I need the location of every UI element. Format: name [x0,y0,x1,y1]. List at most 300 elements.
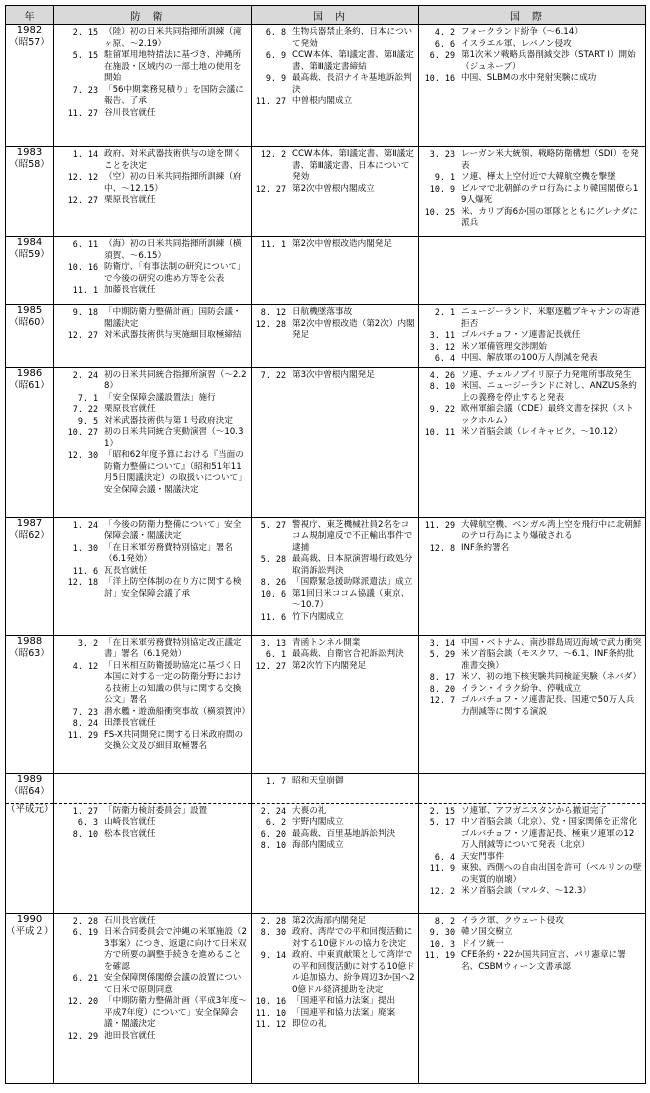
entry-text: 日米合同委員会で沖縄の米軍施設（23事案）につき、返還に向けて日米双方で所要の調整手続きを進めることを確認 [104,927,247,972]
entry-text: 青函トンネル開業 [292,637,361,648]
entry-date: 12. 29 [67,1030,98,1041]
international-entry [419,381,645,404]
international-entry [419,695,645,718]
entry-date: 7. 1 [77,392,98,403]
international-entry [419,50,645,73]
entry-date: 11. 12 [255,1019,286,1029]
entry-text: ニュージーランド、米駆逐艦ブキャナンの寄港拒否 [461,307,640,329]
defense-entry [54,661,251,707]
entry-date: 6. 4 [434,353,455,363]
year-row [6,305,646,368]
entry-date: 1. 27 [72,805,98,816]
entry-date: 6. 19 [72,927,98,937]
entry-text: 宇野内閣成立 [292,817,344,827]
entry-text: 「56中期業務見積り」を国防会議に報告、了承 [104,84,244,106]
entry-text: 米ソ首脳会談（モスクワ、～6.1、INF条約批准書交換） [461,649,634,671]
entry-text: 「中期防衛力整備計画」国防会議・閣議決定 [104,307,242,329]
entry-date: 2. 1 [434,307,455,317]
entry-date: 4. 2 [434,27,455,37]
entry-date: 11. 27 [255,96,286,106]
defense-entry [54,730,251,753]
entry-date: 6. 6 [434,38,455,49]
defense-entry [54,718,251,730]
domestic-entry [252,307,418,319]
chronology-table [5,5,646,1084]
entry-date: 10. 11 [424,427,455,437]
entry-date: 12. 2 [260,149,286,159]
entry-text: 米ソ、初の地下核実験共同検証実験（ネバダ） [461,672,642,682]
entry-text: レーガン米大統領、戦略防衛構想（SDI）を発表 [461,149,639,171]
international-entry [419,950,645,973]
international-entry [419,184,645,207]
entry-date: 4. 26 [429,369,455,380]
year-row [6,25,646,147]
entry-text: 政府、湾岸での平和回復活動に対する10億ドルの協力を決定 [292,927,413,949]
defense-entry [54,566,251,578]
entry-date: 12. 2 [429,886,455,896]
entry-text: INF条約署名 [461,542,510,553]
entry-text: ソ連、樺太上空付近で大韓航空機を撃墜 [461,172,616,182]
defense-entry [54,285,251,297]
year-cell [6,635,54,773]
year-cell [6,517,54,635]
domestic-entry [252,927,418,950]
international-entry [419,863,645,886]
international-entry [419,916,645,928]
defense-entry [54,520,251,543]
year-cell [6,25,54,147]
entry-text: 初の日米共同統合実動演習（～10.31） [104,427,244,449]
entry-text: 中国、解放軍の100万人削減を発表 [461,353,598,363]
entry-date: 2. 24 [72,369,98,380]
domestic-entry [252,638,418,650]
entry-text: 松本長官就任 [104,828,156,839]
entry-date: 12. 28 [255,318,286,329]
international-entry [419,829,645,852]
entry-date: 12. 7 [429,695,455,705]
domestic-entry [252,649,418,661]
defense-entry [54,50,251,85]
entry-date: 7. 22 [72,404,98,414]
entry-text: 第2次中曽根内閣成立 [292,183,375,194]
defense-entry [54,27,251,50]
entry-date: 2. 28 [72,915,98,926]
header-domestic: 国内 [252,6,419,25]
defense-cell [54,237,252,305]
international-cell [419,25,646,147]
entry-date: 5. 27 [260,519,286,530]
entry-text: 日航機墜落事故 [292,307,353,317]
entry-text: 池田長官就任 [104,1030,156,1041]
entry-text: 天安門事件 [461,851,504,862]
international-entry [419,672,645,684]
international-entry [419,353,645,365]
entry-date: 8. 10 [72,828,98,839]
era-value: （昭58） [9,159,50,170]
entry-date: 8. 10 [260,840,286,850]
domestic-entry [252,612,418,624]
domestic-entry [252,520,418,555]
entry-date: 10. 27 [67,427,98,437]
year-value: 1985 [16,305,43,316]
defense-cell [54,635,252,773]
entry-text: 竹下内閣成立 [292,611,344,622]
entry-text: 中国、SLBMの水中発射実験に成功 [461,73,597,83]
entry-text: 海部内閣成立 [292,840,344,850]
entry-date: 6. 11 [72,239,98,249]
entry-text: CCW本体、第Ⅰ議定書、第Ⅱ議定書、第Ⅲ議定書、日本について発効 [292,149,414,182]
year-cell [6,147,54,237]
defense-entry [54,370,251,393]
entry-text: 「国連平和協力法案」廃案 [292,1007,396,1018]
entry-text: 瓦長官就任 [104,565,147,576]
entry-text: CFE条約・22か国共同宣言、パリ憲章に署名、CSBMウィーン文書承認 [461,950,626,972]
entry-text: 栗原長官就任 [104,195,156,205]
international-cell [419,635,646,773]
entry-text: 安全保障関係閣僚会議の設置について日米で原則同意 [104,973,242,995]
entry-text: 山崎長官就任 [104,817,156,827]
defense-cell [54,147,252,237]
entry-text: ドイツ統一 [461,938,504,949]
era-value: （平成元） [6,803,54,815]
international-entry [419,649,645,672]
domestic-entry [252,661,418,673]
entry-date: 5. 28 [260,554,286,564]
entry-text: 第2次中曽根改造内閣発足 [292,239,392,249]
entry-text: 最高裁、長沼ナイキ基地訴訟判決 [292,73,412,95]
entry-date: 3. 14 [429,637,455,648]
domestic-entry [252,589,418,612]
year-cell [6,305,54,368]
entry-date: 12. 27 [255,183,286,194]
entry-date: 12. 20 [67,996,98,1006]
entry-date: 4. 12 [72,660,98,671]
entry-date: 8. 12 [260,307,286,317]
international-cell [419,367,646,517]
domestic-entry [252,149,418,184]
header-defense: 防衛 [54,6,252,25]
entry-date: 5. 17 [429,817,455,827]
entry-date: 1. 14 [72,149,98,159]
entry-text: 対米武器技術供与第１号政府決定 [104,415,233,426]
year-row [6,635,646,773]
defense-entry [54,262,251,285]
international-entry [419,638,645,650]
defense-entry [54,543,251,566]
domestic-entry [252,27,418,50]
international-entry [419,886,645,898]
year-row [6,367,646,517]
entry-text: 「昭和62年度予算における『当面の防衛力整備について』（昭和51年11月5日閣議決定）の取扱いについて」安全保障会議・閣議決定 [104,450,247,495]
international-entry [419,330,645,342]
entry-text: 栗原長官就任 [104,404,156,414]
entry-date: 10. 9 [429,183,455,194]
entry-date: 3. 23 [429,149,455,159]
entry-text: 欧州軍縮会議（CDE）最終文書を採択（ストックホルム） [461,404,634,426]
domestic-entry [252,817,418,829]
entry-text: 米ソ軍備管理交渉開始 [461,341,547,352]
domestic-entry [252,239,418,251]
entry-text: 「国際緊急援助隊派遣法」成立 [292,577,413,587]
defense-entry [54,172,251,195]
entry-date: 8. 26 [260,577,286,587]
entry-date: 6. 8 [265,27,286,37]
year-value: 1984 [16,237,43,248]
entry-date: 12. 27 [67,195,98,205]
year-value: 1983 [16,147,43,158]
year-value: 1990 [16,913,43,925]
entry-date: 10. 16 [255,996,286,1006]
era-value: （昭57） [9,37,50,48]
international-entry [419,172,645,184]
defense-entry [54,393,251,405]
entry-date: 9. 1 [434,172,455,182]
year-row [6,803,646,913]
entry-date: 11. 1 [260,239,286,249]
entry-text: 大韓航空機、ベンガル湾上空を飛行中に北朝鮮のテロ行為により爆破される [461,519,642,541]
entry-date: 2. 15 [72,27,98,37]
entry-text: イスラエル軍、レバノン侵攻 [461,38,572,49]
entry-text: 最高裁、日本原演習場行政処分取消訴訟判決 [292,554,413,576]
entry-date: 12. 18 [67,577,98,587]
entry-text: 大喪の礼 [292,805,327,816]
era-value: （昭61） [9,379,50,391]
entry-date: 1. 30 [72,542,98,553]
entry-text: 警視庁、東芝機械社員2名をココム規制違反で不正輸出事件で逮捕 [292,519,413,553]
year-row [6,147,646,237]
domestic-cell [252,237,419,305]
entry-text: 田澤長官就任 [104,718,156,728]
entry-text: ソ連軍、アフガニスタンから撤退完了 [461,805,608,816]
entry-date: 5. 15 [72,50,98,60]
entry-date: 9. 18 [72,307,98,317]
entry-date: 10. 16 [67,262,98,272]
entry-text: 第2次中曽根改造（第2次）内閣発足 [292,318,415,340]
domestic-cell [252,773,419,803]
international-entry [419,927,645,939]
international-entry [419,817,645,829]
entry-date: 6. 29 [429,50,455,60]
domestic-cell [252,367,419,517]
entry-date: 11. 6 [260,611,286,622]
entry-text: ゴルバチョフ・ソ連書記長、極東ソ連軍の12万人削減等について発表（北京） [461,828,635,850]
entry-date: 6. 1 [265,649,286,659]
entry-text: 「国連平和協力法案」提出 [292,996,396,1006]
defense-entry [54,416,251,428]
year-value: 1986 [16,367,43,379]
defense-entry [54,638,251,661]
international-entry [419,39,645,51]
year-cell [6,237,54,305]
entry-date: 2. 15 [429,805,455,816]
domestic-entry [252,554,418,577]
era-value: （平成２） [6,925,54,937]
defense-entry [54,404,251,416]
entry-date: 11. 19 [424,950,455,960]
defense-entry [54,307,251,330]
international-entry [419,73,645,85]
entry-date: 10. 6 [260,588,286,599]
international-entry [419,684,645,696]
entry-text: ビルマで北朝鮮のテロ行為により韓国閣僚ら19人爆死 [461,183,639,205]
entry-text: CCW本体、第Ⅰ議定書、第Ⅱ議定書、第Ⅲ議定書締結 [292,50,414,72]
entry-text: 中曽根内閣成立 [292,96,353,106]
entry-date: 1. 7 [265,775,286,786]
domestic-entry [252,1008,418,1020]
entry-date: 1. 24 [72,519,98,530]
entry-text: 「洋上防空体制の在り方に関する検討」安全保障会議了承 [104,577,242,599]
entry-text: 対米武器技術供与実施細目取極締結 [104,330,242,340]
entry-text: 米ソ首脳会談（レイキャビク、～10.12） [461,427,623,437]
international-cell [419,517,646,635]
defense-entry [54,330,251,342]
year-value: 1989 [16,773,43,785]
year-cell [6,367,54,517]
entry-date: 11. 10 [255,1007,286,1018]
domestic-entry [252,96,418,108]
defense-entry [54,927,251,973]
international-entry [419,27,645,39]
entry-text: 生物兵器禁止条約、日本について発効 [292,27,413,49]
entry-date: 8. 20 [429,683,455,694]
domestic-entry [252,950,418,996]
entry-text: ゴルバチョフ・ソ連書記長、国連で50万人兵力削減等に関する演説 [461,695,635,717]
defense-cell [54,773,252,803]
entry-text: 谷川長官就任 [104,107,156,118]
entry-date: 10. 25 [424,206,455,217]
domestic-entry [252,776,418,788]
international-entry [419,342,645,354]
domestic-entry [252,916,418,928]
entry-date: 12. 12 [67,172,98,182]
entry-date: 6. 9 [265,50,286,60]
entry-date: 3. 12 [429,341,455,352]
entry-date: 8. 17 [429,672,455,682]
entry-text: 「在日米軍労務費特別協定改正議定書」署名（6.1発効） [104,637,242,659]
defense-cell [54,305,252,368]
entry-text: FS-X共同開発に関する日米政府間の交換公文及び細目取極署名 [104,729,244,751]
entry-date: 6. 2 [265,817,286,827]
entry-text: ソ連、チェルノブイリ原子力発電所事故発生 [461,369,632,380]
domestic-cell [252,25,419,147]
year-row [6,517,646,635]
entry-date: 11. 29 [67,729,98,740]
year-row [6,773,646,803]
entry-date: 9. 5 [77,415,98,426]
entry-text: 「安全保障会議設置法」施行 [104,392,216,403]
entry-date: 2. 28 [260,915,286,926]
domestic-cell [252,305,419,368]
international-entry [419,404,645,427]
entry-date: 11. 29 [424,519,455,530]
year-cell [6,803,54,913]
era-value: （昭64） [9,785,50,797]
international-entry [419,939,645,951]
entry-text: 最高裁、百里基地訴訟判決 [292,828,396,839]
entry-text: 潜水艦・遊漁船衝突事故（横須賀沖） [104,706,251,717]
entry-text: イラク軍、クウェート侵攻 [461,915,564,926]
entry-text: 政府、対米武器技術供与の途を開くことを決定 [104,149,242,171]
defense-entry [54,829,251,841]
entry-date: 3. 11 [429,330,455,340]
domestic-entry [252,1019,418,1031]
international-cell [419,913,646,1083]
defense-entry [54,427,251,450]
domestic-cell [252,913,419,1083]
defense-cell [54,25,252,147]
entry-text: 最高裁、自衛官合祀訴訟判決 [292,649,404,659]
international-entry [419,852,645,864]
international-entry [419,520,645,543]
header-year: 年 [6,6,54,25]
domestic-cell [252,517,419,635]
entry-date: 11. 1 [72,285,98,295]
entry-date: 8. 2 [434,915,455,926]
domestic-entry [252,577,418,589]
year-row [6,913,646,1083]
entry-date: 7. 22 [260,369,286,380]
defense-entry [54,239,251,262]
entry-text: 加藤長官就任 [104,285,156,295]
domestic-entry [252,73,418,96]
defense-entry [54,85,251,108]
defense-cell [54,803,252,913]
entry-text: 防衛庁、「有事法制の研究について」で今後の研究の進め方等を公表 [104,262,246,284]
entry-text: 即位の礼 [292,1019,327,1029]
defense-entry [54,577,251,600]
international-entry [419,543,645,555]
entry-text: 「在日米軍労務費特別協定」署名（6.1発効） [104,542,233,564]
entry-date: 11. 27 [67,107,98,118]
entry-date: 6. 3 [77,817,98,827]
entry-date: 11. 6 [72,565,98,576]
domestic-cell [252,803,419,913]
entry-date: 3. 13 [260,637,286,648]
entry-date: 12. 27 [67,330,98,340]
entry-text: 第1回日米ココム協議（東京、～10.7） [292,588,410,610]
entry-date: 6. 21 [72,973,98,983]
defense-entry [54,108,251,120]
entry-text: （海）初の日米共同指揮所訓練（横須賀、～6.15） [104,239,242,261]
entry-date: 11. 9 [429,863,455,873]
domestic-entry [252,319,418,342]
entry-text: 米ソ首脳会談（マルタ、～12.3） [461,886,591,896]
entry-text: （陸）初の日米共同指揮所訓練（滝ヶ原、～2.19） [104,27,242,49]
international-cell [419,773,646,803]
entry-date: 7. 23 [72,84,98,95]
entry-text: 米国、ニュージーランドに対し、ANZUS条約上の義務を停止すると発表 [461,381,637,403]
entry-text: 昭和天皇崩御 [292,775,344,786]
entry-date: 8. 24 [72,718,98,728]
entry-date: 9. 9 [265,73,286,83]
international-cell [419,147,646,237]
defense-cell [54,913,252,1083]
international-entry [419,149,645,172]
entry-date: 6. 4 [434,851,455,862]
entry-date: 9. 30 [429,927,455,937]
entry-date: 12. 8 [429,542,455,553]
international-entry [419,370,645,382]
entry-text: 中国・ベトナム、南沙群島周辺海域で武力衝突 [461,637,642,648]
entry-text: 駐留軍用地特措法に基づき、沖縄所在施設・区域内の一部土地の使用を開始 [104,50,242,83]
domestic-entry [252,806,418,818]
year-value: 1982 [16,25,43,36]
entry-text: フォークランド紛争（～6.14） [461,27,583,37]
entry-text: 石川長官就任 [104,915,156,926]
year-row [6,237,646,305]
entry-text: 「防衛力検討委員会」設置 [104,805,208,816]
defense-entry [54,996,251,1031]
